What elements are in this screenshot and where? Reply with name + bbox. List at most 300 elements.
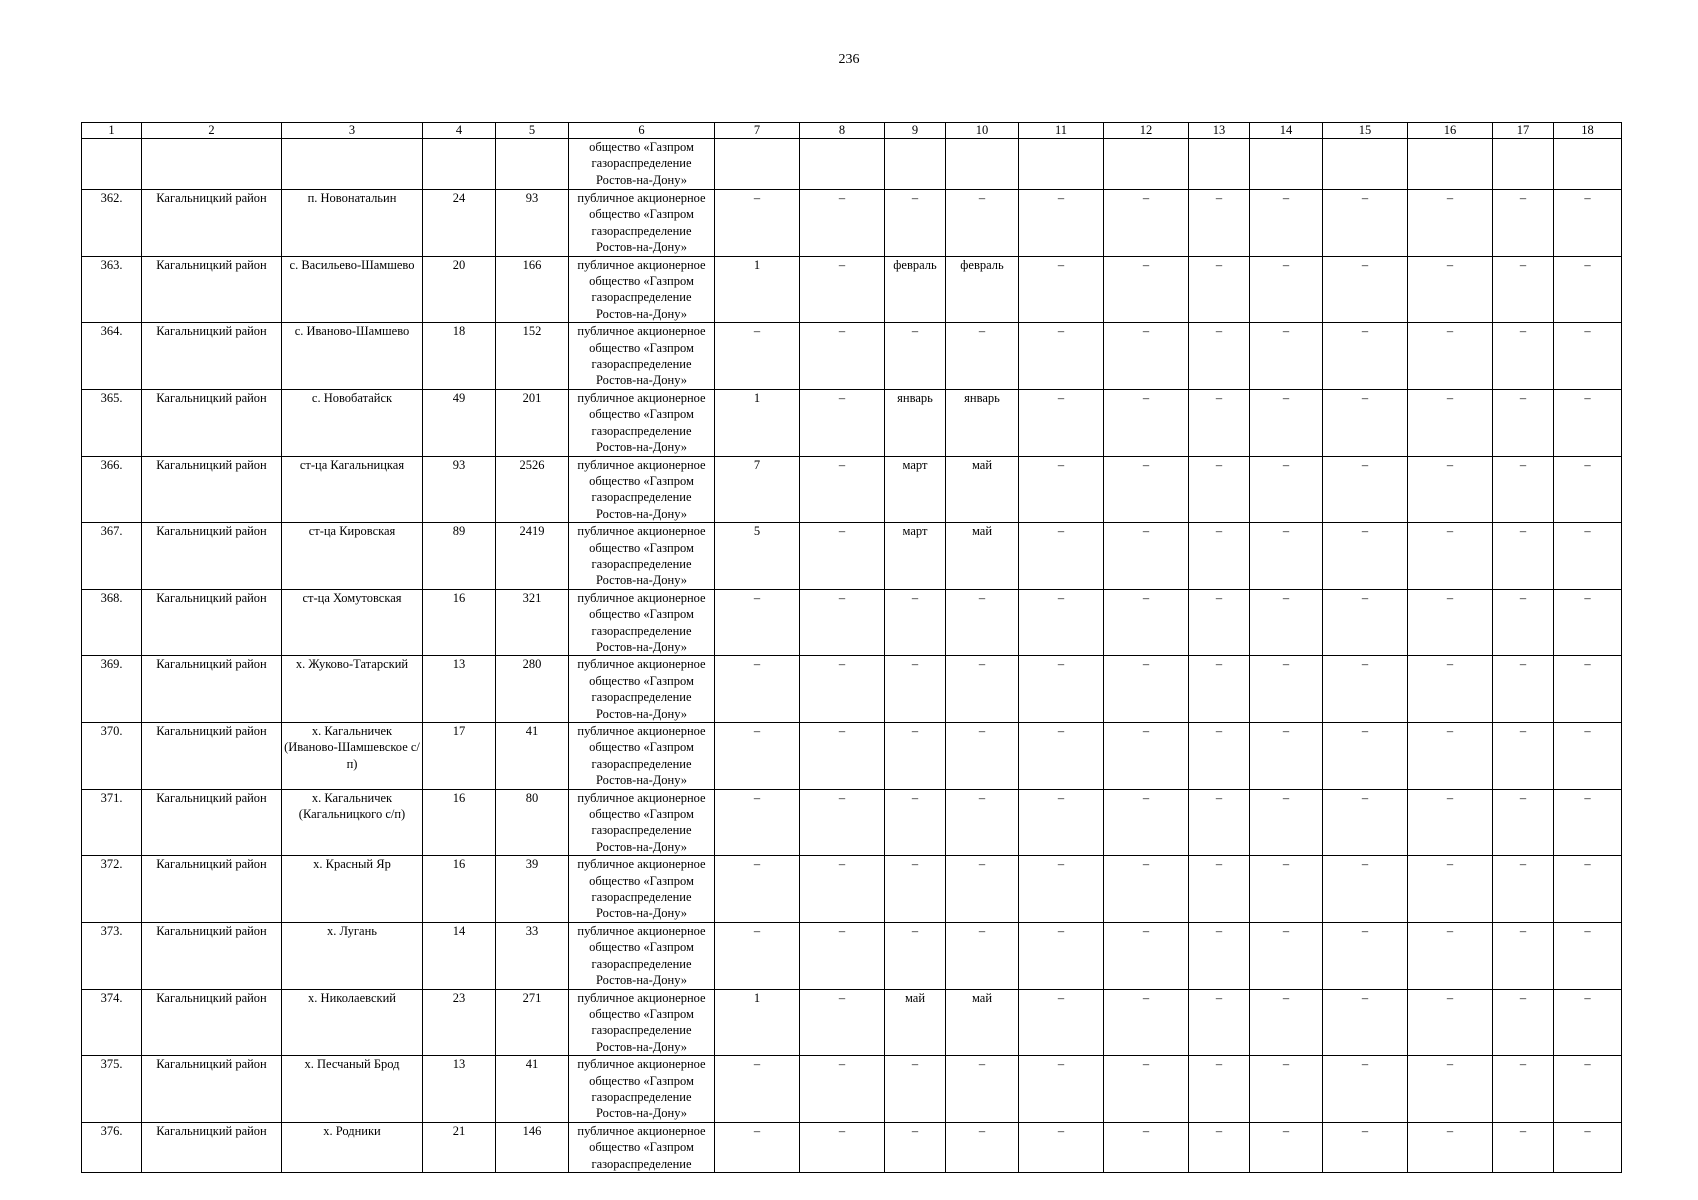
row-number-cell: 363.	[82, 256, 142, 323]
col17-cell: –	[1493, 856, 1554, 923]
col11-cell: –	[1019, 456, 1104, 523]
cell	[1554, 139, 1622, 190]
cell	[946, 139, 1019, 190]
col15-cell: –	[1323, 456, 1408, 523]
column-header-10: 10	[946, 123, 1019, 139]
row-number-cell: 366.	[82, 456, 142, 523]
col5-cell: 41	[496, 723, 569, 790]
column-header-2: 2	[142, 123, 282, 139]
col10-cell: январь	[946, 389, 1019, 456]
col10-cell: –	[946, 1122, 1019, 1172]
settlement-cell: х. Жуково-Татарский	[282, 656, 423, 723]
row-number-cell: 371.	[82, 789, 142, 856]
district-cell: Кагальницкий район	[142, 989, 282, 1056]
col4-cell: 89	[423, 523, 496, 590]
col16-cell: –	[1408, 1056, 1493, 1123]
col15-cell: –	[1323, 190, 1408, 257]
column-header-3: 3	[282, 123, 423, 139]
col13-cell: –	[1189, 856, 1250, 923]
col12-cell: –	[1104, 656, 1189, 723]
col10-cell: –	[946, 656, 1019, 723]
operator-cell: публичное акционерное общество «Газпром газораспределение Ростов-на-Дону»	[569, 190, 715, 257]
col13-cell: –	[1189, 989, 1250, 1056]
col9-cell: –	[885, 723, 946, 790]
col16-cell: –	[1408, 456, 1493, 523]
col12-cell: –	[1104, 589, 1189, 656]
col15-cell: –	[1323, 789, 1408, 856]
operator-cell: публичное акционерное общество «Газпром газораспределение Ростов-на-Дону»	[569, 389, 715, 456]
col17-cell: –	[1493, 1056, 1554, 1123]
col13-cell: –	[1189, 190, 1250, 257]
col16-cell: –	[1408, 989, 1493, 1056]
col10-cell: –	[946, 856, 1019, 923]
col8-cell: –	[800, 589, 885, 656]
col7-cell: 7	[715, 456, 800, 523]
col15-cell: –	[1323, 1122, 1408, 1172]
col15-cell: –	[1323, 323, 1408, 390]
col11-cell: –	[1019, 389, 1104, 456]
col5-cell: 33	[496, 922, 569, 989]
col16-cell: –	[1408, 589, 1493, 656]
col11-cell: –	[1019, 723, 1104, 790]
table-row	[82, 456, 1622, 523]
col17-cell: –	[1493, 256, 1554, 323]
col14-cell: –	[1250, 656, 1323, 723]
col5-cell: 201	[496, 389, 569, 456]
col9-cell: –	[885, 1122, 946, 1172]
table-row	[82, 256, 1622, 323]
table-header	[82, 123, 1622, 139]
col18-cell: –	[1554, 190, 1622, 257]
cell	[800, 139, 885, 190]
col14-cell: –	[1250, 589, 1323, 656]
col14-cell: –	[1250, 190, 1323, 257]
col15-cell: –	[1323, 389, 1408, 456]
col12-cell: –	[1104, 1122, 1189, 1172]
col8-cell: –	[800, 190, 885, 257]
col4-cell: 18	[423, 323, 496, 390]
district-cell: Кагальницкий район	[142, 256, 282, 323]
operator-cell: публичное акционерное общество «Газпром газораспределение Ростов-на-Дону»	[569, 789, 715, 856]
col8-cell: –	[800, 323, 885, 390]
col7-cell: –	[715, 922, 800, 989]
operator-cell: публичное акционерное общество «Газпром газораспределение Ростов-на-Дону»	[569, 1056, 715, 1123]
table-row	[82, 1056, 1622, 1123]
col8-cell: –	[800, 789, 885, 856]
operator-cell: общество «Газпром газораспределение Ростов-на-Дону»	[569, 139, 715, 190]
cell	[82, 139, 142, 190]
column-header-17: 17	[1493, 123, 1554, 139]
col7-cell: –	[715, 789, 800, 856]
row-number-cell: 362.	[82, 190, 142, 257]
col13-cell: –	[1189, 456, 1250, 523]
col13-cell: –	[1189, 523, 1250, 590]
col5-cell: 321	[496, 589, 569, 656]
col4-cell: 16	[423, 856, 496, 923]
operator-cell: публичное акционерное общество «Газпром газораспределение Ростов-на-Дону»	[569, 589, 715, 656]
cell	[1189, 139, 1250, 190]
col17-cell: –	[1493, 989, 1554, 1056]
col9-cell: –	[885, 856, 946, 923]
col12-cell: –	[1104, 789, 1189, 856]
cell	[1323, 139, 1408, 190]
cell	[885, 139, 946, 190]
col14-cell: –	[1250, 1122, 1323, 1172]
column-header-8: 8	[800, 123, 885, 139]
col10-cell: май	[946, 523, 1019, 590]
col9-cell: –	[885, 1056, 946, 1123]
operator-cell: публичное акционерное общество «Газпром газораспределение	[569, 1122, 715, 1172]
col7-cell: 1	[715, 389, 800, 456]
col16-cell: –	[1408, 723, 1493, 790]
col8-cell: –	[800, 656, 885, 723]
district-cell: Кагальницкий район	[142, 523, 282, 590]
col10-cell: –	[946, 190, 1019, 257]
col10-cell: –	[946, 1056, 1019, 1123]
col4-cell: 93	[423, 456, 496, 523]
col17-cell: –	[1493, 922, 1554, 989]
col4-cell: 16	[423, 789, 496, 856]
col8-cell: –	[800, 856, 885, 923]
col18-cell: –	[1554, 1056, 1622, 1123]
district-cell: Кагальницкий район	[142, 389, 282, 456]
page-number: 236	[838, 52, 860, 67]
col9-cell: май	[885, 989, 946, 1056]
col12-cell: –	[1104, 922, 1189, 989]
col18-cell: –	[1554, 723, 1622, 790]
col16-cell: –	[1408, 922, 1493, 989]
settlement-cell: ст-ца Кагальницкая	[282, 456, 423, 523]
district-cell: Кагальницкий район	[142, 656, 282, 723]
col17-cell: –	[1493, 523, 1554, 590]
operator-cell: публичное акционерное общество «Газпром газораспределение Ростов-на-Дону»	[569, 323, 715, 390]
col16-cell: –	[1408, 523, 1493, 590]
col12-cell: –	[1104, 856, 1189, 923]
gasification-table	[81, 122, 1622, 1173]
col11-cell: –	[1019, 922, 1104, 989]
col13-cell: –	[1189, 1122, 1250, 1172]
col11-cell: –	[1019, 523, 1104, 590]
operator-cell: публичное акционерное общество «Газпром газораспределение Ростов-на-Дону»	[569, 989, 715, 1056]
column-header-7: 7	[715, 123, 800, 139]
col14-cell: –	[1250, 456, 1323, 523]
cell	[423, 139, 496, 190]
operator-cell: публичное акционерное общество «Газпром газораспределение Ростов-на-Дону»	[569, 856, 715, 923]
col18-cell: –	[1554, 856, 1622, 923]
row-number-cell: 375.	[82, 1056, 142, 1123]
cell	[1493, 139, 1554, 190]
col15-cell: –	[1323, 1056, 1408, 1123]
col18-cell: –	[1554, 1122, 1622, 1172]
col8-cell: –	[800, 1056, 885, 1123]
row-number-cell: 364.	[82, 323, 142, 390]
col9-cell: –	[885, 589, 946, 656]
col11-cell: –	[1019, 989, 1104, 1056]
col5-cell: 152	[496, 323, 569, 390]
row-number-cell: 374.	[82, 989, 142, 1056]
col11-cell: –	[1019, 789, 1104, 856]
table-row	[82, 323, 1622, 390]
col12-cell: –	[1104, 256, 1189, 323]
district-cell: Кагальницкий район	[142, 1122, 282, 1172]
col13-cell: –	[1189, 389, 1250, 456]
col12-cell: –	[1104, 190, 1189, 257]
col8-cell: –	[800, 922, 885, 989]
col13-cell: –	[1189, 656, 1250, 723]
col4-cell: 20	[423, 256, 496, 323]
col15-cell: –	[1323, 922, 1408, 989]
row-number-cell: 367.	[82, 523, 142, 590]
col11-cell: –	[1019, 256, 1104, 323]
district-cell: Кагальницкий район	[142, 789, 282, 856]
col4-cell: 24	[423, 190, 496, 257]
table-row	[82, 589, 1622, 656]
col8-cell: –	[800, 523, 885, 590]
operator-cell: публичное акционерное общество «Газпром газораспределение Ростов-на-Дону»	[569, 256, 715, 323]
col9-cell: январь	[885, 389, 946, 456]
district-cell: Кагальницкий район	[142, 723, 282, 790]
col7-cell: 1	[715, 989, 800, 1056]
col15-cell: –	[1323, 856, 1408, 923]
col10-cell: –	[946, 589, 1019, 656]
table-body	[82, 139, 1622, 1173]
operator-cell: публичное акционерное общество «Газпром газораспределение Ростов-на-Дону»	[569, 656, 715, 723]
col15-cell: –	[1323, 656, 1408, 723]
col8-cell: –	[800, 1122, 885, 1172]
col7-cell: –	[715, 1122, 800, 1172]
col4-cell: 14	[423, 922, 496, 989]
cell	[1019, 139, 1104, 190]
col13-cell: –	[1189, 323, 1250, 390]
col18-cell: –	[1554, 789, 1622, 856]
settlement-cell: х. Родники	[282, 1122, 423, 1172]
col12-cell: –	[1104, 523, 1189, 590]
col17-cell: –	[1493, 1122, 1554, 1172]
operator-cell: публичное акционерное общество «Газпром газораспределение Ростов-на-Дону»	[569, 523, 715, 590]
col13-cell: –	[1189, 789, 1250, 856]
col17-cell: –	[1493, 589, 1554, 656]
settlement-cell: х. Песчаный Брод	[282, 1056, 423, 1123]
col18-cell: –	[1554, 323, 1622, 390]
col8-cell: –	[800, 989, 885, 1056]
col18-cell: –	[1554, 523, 1622, 590]
col4-cell: 13	[423, 656, 496, 723]
col5-cell: 271	[496, 989, 569, 1056]
col12-cell: –	[1104, 723, 1189, 790]
settlement-cell: х. Николаевский	[282, 989, 423, 1056]
col5-cell: 80	[496, 789, 569, 856]
col14-cell: –	[1250, 523, 1323, 590]
col16-cell: –	[1408, 323, 1493, 390]
col18-cell: –	[1554, 256, 1622, 323]
col14-cell: –	[1250, 723, 1323, 790]
column-header-16: 16	[1408, 123, 1493, 139]
table-row	[82, 523, 1622, 590]
col10-cell: –	[946, 922, 1019, 989]
continuation-row	[82, 139, 1622, 190]
col14-cell: –	[1250, 989, 1323, 1056]
col9-cell: март	[885, 523, 946, 590]
col11-cell: –	[1019, 323, 1104, 390]
col15-cell: –	[1323, 523, 1408, 590]
district-cell: Кагальницкий район	[142, 190, 282, 257]
settlement-cell: ст-ца Кировская	[282, 523, 423, 590]
col18-cell: –	[1554, 922, 1622, 989]
col9-cell: –	[885, 323, 946, 390]
document-table-wrapper	[81, 122, 1622, 1173]
col11-cell: –	[1019, 1122, 1104, 1172]
col10-cell: –	[946, 323, 1019, 390]
column-header-1: 1	[82, 123, 142, 139]
col5-cell: 280	[496, 656, 569, 723]
operator-cell: публичное акционерное общество «Газпром газораспределение Ростов-на-Дону»	[569, 723, 715, 790]
cell	[1104, 139, 1189, 190]
col5-cell: 39	[496, 856, 569, 923]
col15-cell: –	[1323, 723, 1408, 790]
col7-cell: –	[715, 190, 800, 257]
cell	[142, 139, 282, 190]
col9-cell: –	[885, 190, 946, 257]
col12-cell: –	[1104, 389, 1189, 456]
col12-cell: –	[1104, 989, 1189, 1056]
table-row	[82, 1122, 1622, 1172]
col7-cell: –	[715, 589, 800, 656]
district-cell: Кагальницкий район	[142, 456, 282, 523]
col11-cell: –	[1019, 1056, 1104, 1123]
col4-cell: 13	[423, 1056, 496, 1123]
cell	[282, 139, 423, 190]
col8-cell: –	[800, 389, 885, 456]
col11-cell: –	[1019, 656, 1104, 723]
table-row	[82, 789, 1622, 856]
table-row	[82, 656, 1622, 723]
col8-cell: –	[800, 256, 885, 323]
col17-cell: –	[1493, 389, 1554, 456]
col18-cell: –	[1554, 389, 1622, 456]
cell	[1408, 139, 1493, 190]
district-cell: Кагальницкий район	[142, 323, 282, 390]
col13-cell: –	[1189, 922, 1250, 989]
district-cell: Кагальницкий район	[142, 922, 282, 989]
column-header-13: 13	[1189, 123, 1250, 139]
column-header-9: 9	[885, 123, 946, 139]
col16-cell: –	[1408, 789, 1493, 856]
column-header-14: 14	[1250, 123, 1323, 139]
row-number-cell: 376.	[82, 1122, 142, 1172]
row-number-cell: 368.	[82, 589, 142, 656]
col16-cell: –	[1408, 256, 1493, 323]
operator-cell: публичное акционерное общество «Газпром газораспределение Ростов-на-Дону»	[569, 456, 715, 523]
column-header-18: 18	[1554, 123, 1622, 139]
col4-cell: 17	[423, 723, 496, 790]
col5-cell: 2419	[496, 523, 569, 590]
col5-cell: 2526	[496, 456, 569, 523]
column-header-15: 15	[1323, 123, 1408, 139]
col7-cell: –	[715, 656, 800, 723]
col7-cell: –	[715, 723, 800, 790]
col17-cell: –	[1493, 789, 1554, 856]
col5-cell: 166	[496, 256, 569, 323]
row-number-cell: 370.	[82, 723, 142, 790]
col17-cell: –	[1493, 456, 1554, 523]
col17-cell: –	[1493, 723, 1554, 790]
settlement-cell: с. Новобатайск	[282, 389, 423, 456]
col9-cell: февраль	[885, 256, 946, 323]
settlement-cell: ст-ца Хомутовская	[282, 589, 423, 656]
col13-cell: –	[1189, 589, 1250, 656]
col11-cell: –	[1019, 190, 1104, 257]
col7-cell: 5	[715, 523, 800, 590]
table-row	[82, 723, 1622, 790]
col9-cell: –	[885, 922, 946, 989]
column-header-5: 5	[496, 123, 569, 139]
column-number-row	[82, 123, 1622, 139]
table-row	[82, 389, 1622, 456]
col18-cell: –	[1554, 589, 1622, 656]
cell	[1250, 139, 1323, 190]
settlement-cell: с. Иваново-Шамшево	[282, 323, 423, 390]
col10-cell: февраль	[946, 256, 1019, 323]
col16-cell: –	[1408, 656, 1493, 723]
col4-cell: 23	[423, 989, 496, 1056]
column-header-4: 4	[423, 123, 496, 139]
col14-cell: –	[1250, 389, 1323, 456]
col10-cell: май	[946, 989, 1019, 1056]
col14-cell: –	[1250, 922, 1323, 989]
col4-cell: 49	[423, 389, 496, 456]
col14-cell: –	[1250, 856, 1323, 923]
col18-cell: –	[1554, 989, 1622, 1056]
settlement-cell: п. Новонатальин	[282, 190, 423, 257]
col5-cell: 146	[496, 1122, 569, 1172]
col17-cell: –	[1493, 190, 1554, 257]
col14-cell: –	[1250, 256, 1323, 323]
col7-cell: –	[715, 856, 800, 923]
col7-cell: –	[715, 323, 800, 390]
column-header-6: 6	[569, 123, 715, 139]
col7-cell: –	[715, 1056, 800, 1123]
col8-cell: –	[800, 456, 885, 523]
col10-cell: –	[946, 723, 1019, 790]
table-row	[82, 989, 1622, 1056]
col15-cell: –	[1323, 589, 1408, 656]
col10-cell: –	[946, 789, 1019, 856]
col9-cell: –	[885, 656, 946, 723]
col15-cell: –	[1323, 989, 1408, 1056]
col5-cell: 41	[496, 1056, 569, 1123]
row-number-cell: 373.	[82, 922, 142, 989]
cell	[496, 139, 569, 190]
cell	[715, 139, 800, 190]
district-cell: Кагальницкий район	[142, 856, 282, 923]
settlement-cell: с. Васильево-Шамшево	[282, 256, 423, 323]
column-header-11: 11	[1019, 123, 1104, 139]
settlement-cell: х. Кагальничек (Иваново-Шамшевское с/п)	[282, 723, 423, 790]
col17-cell: –	[1493, 656, 1554, 723]
col14-cell: –	[1250, 1056, 1323, 1123]
col9-cell: –	[885, 789, 946, 856]
col4-cell: 21	[423, 1122, 496, 1172]
row-number-cell: 365.	[82, 389, 142, 456]
col16-cell: –	[1408, 1122, 1493, 1172]
col8-cell: –	[800, 723, 885, 790]
col16-cell: –	[1408, 190, 1493, 257]
col14-cell: –	[1250, 323, 1323, 390]
col13-cell: –	[1189, 723, 1250, 790]
operator-cell: публичное акционерное общество «Газпром газораспределение Ростов-на-Дону»	[569, 922, 715, 989]
column-header-12: 12	[1104, 123, 1189, 139]
district-cell: Кагальницкий район	[142, 1056, 282, 1123]
